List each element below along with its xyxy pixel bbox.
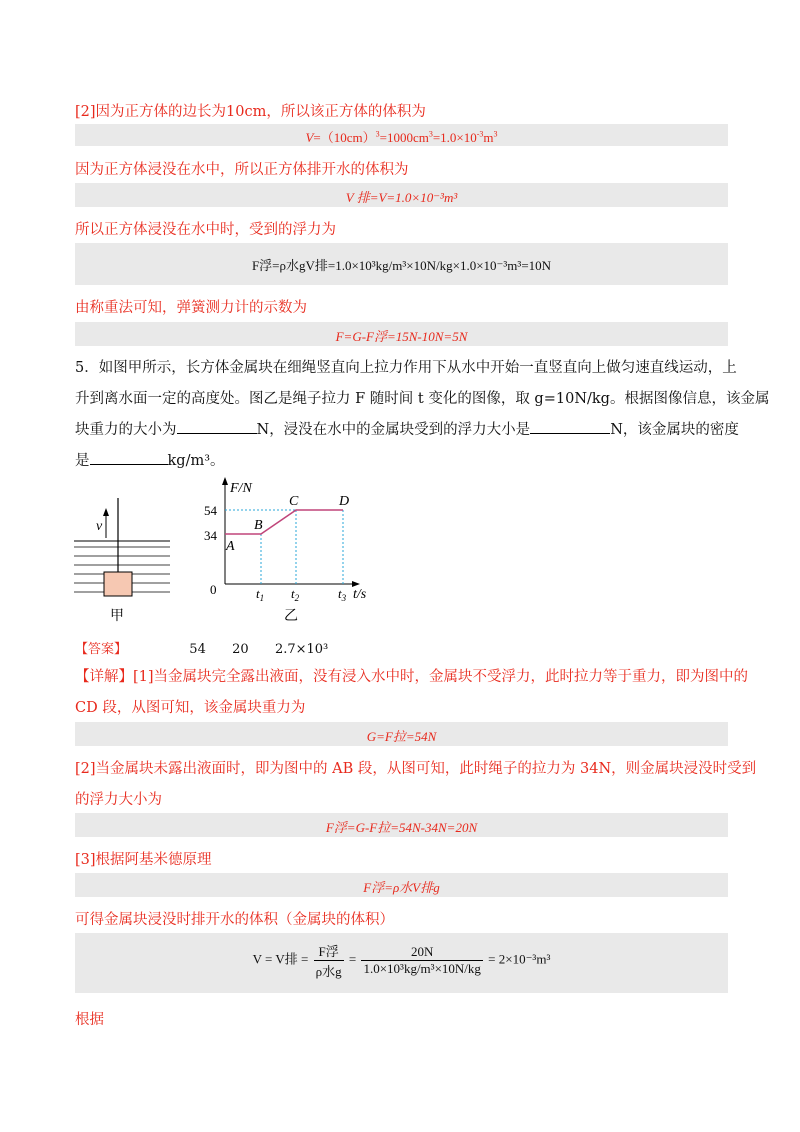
detail-line-7: 根据	[75, 1012, 104, 1028]
figure-yi-label: 乙	[284, 609, 298, 624]
answer-blank-1[interactable]	[177, 421, 257, 434]
answer-blank-3[interactable]	[90, 452, 168, 465]
y-axis-label: F/N	[230, 481, 252, 496]
paragraph-scale-intro: 由称重法可知，弹簧测力计的示数为	[75, 300, 307, 316]
force-time-line	[225, 510, 343, 534]
y-tick-54: 54	[204, 503, 217, 518]
question-5-line-1: 5．如图甲所示，长方体金属块在细绳竖直向上拉力作用下从水中开始一直竖直向上做匀速直线运动，上	[75, 360, 737, 376]
figure-jia	[74, 498, 170, 624]
formula-volume-fraction: V = V排 = $\frac{\text{F浮}}{\text{ρ水g}}$ = $\frac{20N}{\text{1.0×10³kg/m³×10N/kg}}$ = 2×10⁻³m³	[75, 941, 728, 980]
x-tick-t3: $t_3$	[338, 586, 347, 603]
detail-line-2: CD 段，从图可知，该金属块重力为	[75, 700, 306, 716]
point-label-b: B	[254, 518, 263, 533]
formula-box	[75, 243, 728, 285]
point-label-c: C	[289, 494, 299, 509]
detail-line-3: [2]当金属块未露出液面时，即为图中的 AB 段，从图可知，此时绳子的拉力为 34N，则金属块浸没时受到	[75, 761, 757, 777]
answer-line	[75, 638, 328, 657]
figure	[60, 470, 390, 630]
figure-jia-label: 甲	[110, 609, 124, 624]
answer-density: 2.7×10³	[274, 642, 329, 657]
velocity-label: v	[96, 519, 103, 534]
formula-box	[75, 873, 728, 897]
formula-box	[75, 933, 728, 993]
answer-tag: 【答案】	[75, 642, 128, 657]
x-tick-t1: $t_1$	[256, 586, 265, 603]
formula-box	[75, 322, 728, 346]
formula-box	[75, 183, 728, 207]
formula-volume: $V=(10cm)^3=1000cm^3=1.0\times 10^{-3}m^3$	[305, 129, 498, 145]
detail-line-6: 可得金属块浸没时排开水的体积（金属块的体积）	[75, 912, 394, 928]
detail-line-4: 的浮力大小为	[75, 792, 162, 808]
point-label-a: A	[226, 539, 235, 554]
y-tick-34: 34	[204, 528, 217, 543]
formula-archimedes: F浮=ρ水V排g	[363, 880, 440, 895]
detail-line-1: 【详解】[1]当金属块完全露出液面，没有浸入水中时，金属块不受浮力，此时拉力等于重力，即为图中的	[75, 669, 749, 685]
question-5-line-3: 块重力的大小为 N，浸没在水中的金属块受到的浮力大小是 N，该金属块的密度	[75, 422, 739, 438]
formula-weight: G=F拉=54N	[366, 729, 437, 744]
paragraph-buoyancy-intro: 所以正方体浸没在水中时，受到的浮力为	[75, 222, 336, 238]
formula-buoyancy-result: F浮=G-F拉=54N-34N=20N	[325, 820, 478, 835]
paragraph-displaced-intro: 因为正方体浸没在水中，所以正方体排开水的体积为	[75, 162, 409, 178]
x-axis-label: t/s	[353, 587, 367, 602]
origin-label: 0	[210, 582, 217, 597]
question-5-line-2: 升到离水面一定的高度处。图乙是绳子拉力 F 随时间 t 变化的图像，取 g=10N/kg。根据图像信息，该金属	[75, 391, 770, 407]
answer-blank-2[interactable]	[530, 421, 610, 434]
figure-yi-graph	[204, 477, 367, 624]
point-label-d: D	[339, 494, 350, 509]
x-tick-t2: $t_2$	[291, 586, 300, 603]
formula-box	[75, 722, 728, 746]
formula-buoyancy: F浮=ρ水gV排=1.0×10³kg/m³×10N/kg×1.0×10⁻³m³=10N	[251, 258, 552, 273]
answer-weight: 54	[189, 642, 206, 657]
question-5-line-4: 是 kg/m³。	[75, 453, 225, 469]
detail-tag: 【详解】	[75, 669, 133, 685]
formula-displaced-volume: V 排=V=1.0×10⁻³m³	[345, 190, 458, 205]
metal-block	[104, 572, 132, 596]
detail-line-5: [3]根据阿基米德原理	[75, 852, 212, 868]
formula-scale-reading: F=G-F浮=15N-10N=5N	[335, 329, 468, 344]
answer-buoyancy: 20	[232, 642, 249, 657]
formula-box	[75, 813, 728, 837]
paragraph-volume-intro: [2]因为正方体的边长为10cm，所以该正方体的体积为	[75, 104, 426, 120]
formula-box	[75, 124, 728, 146]
